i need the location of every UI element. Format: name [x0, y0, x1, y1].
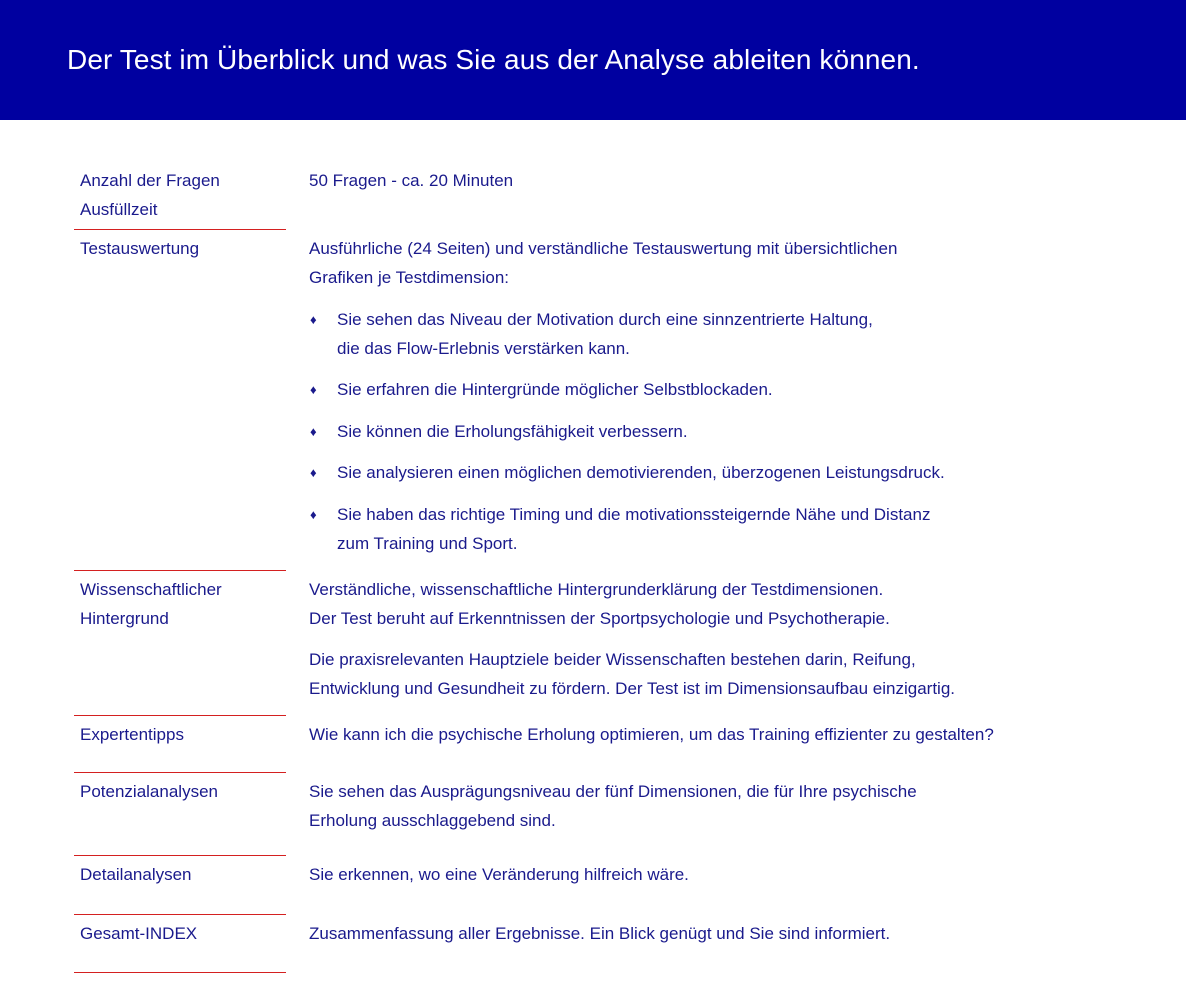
- diamond-bullet-icon: ♦: [310, 312, 317, 327]
- header-banner: [0, 0, 1186, 120]
- text-line: Der Test beruht auf Erkenntnissen der Sportpsychologie und Psychotherapie.: [309, 609, 890, 628]
- bullet-line: Sie können die Erholungsfähigkeit verbessern.: [337, 422, 688, 441]
- bullet-item: [337, 305, 873, 363]
- diamond-bullet-icon: ♦: [310, 465, 317, 480]
- diamond-bullet-icon: ♦: [310, 424, 317, 439]
- divider-rule: [74, 772, 286, 773]
- divider-rule: [74, 570, 286, 571]
- label-line: Ausfüllzeit: [80, 200, 158, 219]
- text-expertentipps: Wie kann ich die psychische Erholung optimieren, um das Training effizienter zu gestalten?: [309, 725, 994, 744]
- text-wissenschaft-para2: [309, 645, 955, 703]
- divider-rule: [74, 229, 286, 230]
- bullet-line: zum Training und Sport.: [337, 534, 518, 553]
- label-testauswertung: Testauswertung: [80, 239, 200, 258]
- text-wissenschaft-para1: [309, 575, 890, 633]
- bullet-line: Sie analysieren einen möglichen demotivierenden, überzogenen Leistungsdruck.: [337, 463, 945, 482]
- label-expertentipps: Expertentipps: [80, 725, 184, 744]
- bullet-item: [337, 417, 688, 446]
- bullet-item: [337, 375, 773, 404]
- bullet-item: [337, 500, 930, 558]
- label-line: Wissenschaftlicher: [80, 580, 222, 599]
- divider-rule: [74, 715, 286, 716]
- text-testauswertung-intro: [309, 234, 897, 292]
- diamond-bullet-icon: ♦: [310, 507, 317, 522]
- label-gesamt-index: Gesamt-INDEX: [80, 924, 198, 943]
- divider-rule: [74, 855, 286, 856]
- text-line: Verständliche, wissenschaftliche Hintergrunderklärung der Testdimensionen.: [309, 580, 884, 599]
- bullet-line: die das Flow-Erlebnis verstärken kann.: [337, 339, 630, 358]
- label-wissenschaftlicher-hintergrund: [80, 575, 222, 633]
- text-line: Sie sehen das Ausprägungsniveau der fünf Dimensionen, die für Ihre psychische: [309, 782, 917, 801]
- text-line: Erholung ausschlaggebend sind.: [309, 811, 556, 830]
- label-anzahl-fragen: [80, 166, 220, 224]
- divider-rule: [74, 914, 286, 915]
- diamond-bullet-icon: ♦: [310, 382, 317, 397]
- bullet-line: Sie haben das richtige Timing und die motivationssteigernde Nähe und Distanz: [337, 505, 931, 524]
- bullet-item: [337, 458, 945, 487]
- label-line: Hintergrund: [80, 609, 169, 628]
- text-gesamt-index: Zusammenfassung aller Ergebnisse. Ein Blick genügt und Sie sind informiert.: [309, 924, 891, 943]
- text-line: Ausführliche (24 Seiten) und verständliche Testauswertung mit übersichtlichen: [309, 239, 898, 258]
- label-potenzialanalysen: Potenzialanalysen: [80, 782, 218, 801]
- label-line: Anzahl der Fragen: [80, 171, 220, 190]
- text-line: Die praxisrelevanten Hauptziele beider Wissenschaften bestehen darin, Reifung,: [309, 650, 916, 669]
- text-anzahl-fragen: 50 Fragen - ca. 20 Minuten: [309, 171, 514, 190]
- page-title: Der Test im Überblick und was Sie aus der Analyse ableiten können.: [67, 44, 920, 75]
- bullet-line: Sie sehen das Niveau der Motivation durch eine sinnzentrierte Haltung,: [337, 310, 873, 329]
- bullet-line: Sie erfahren die Hintergründe möglicher Selbstblockaden.: [337, 380, 773, 399]
- label-detailanalysen: Detailanalysen: [80, 865, 192, 884]
- text-detailanalysen: Sie erkennen, wo eine Veränderung hilfreich wäre.: [309, 865, 689, 884]
- text-line: Entwicklung und Gesundheit zu fördern. Der Test ist im Dimensionsaufbau einzigartig.: [309, 679, 956, 698]
- divider-rule: [74, 972, 286, 973]
- text-potenzialanalysen: [309, 777, 917, 835]
- text-line: Grafiken je Testdimension:: [309, 268, 510, 287]
